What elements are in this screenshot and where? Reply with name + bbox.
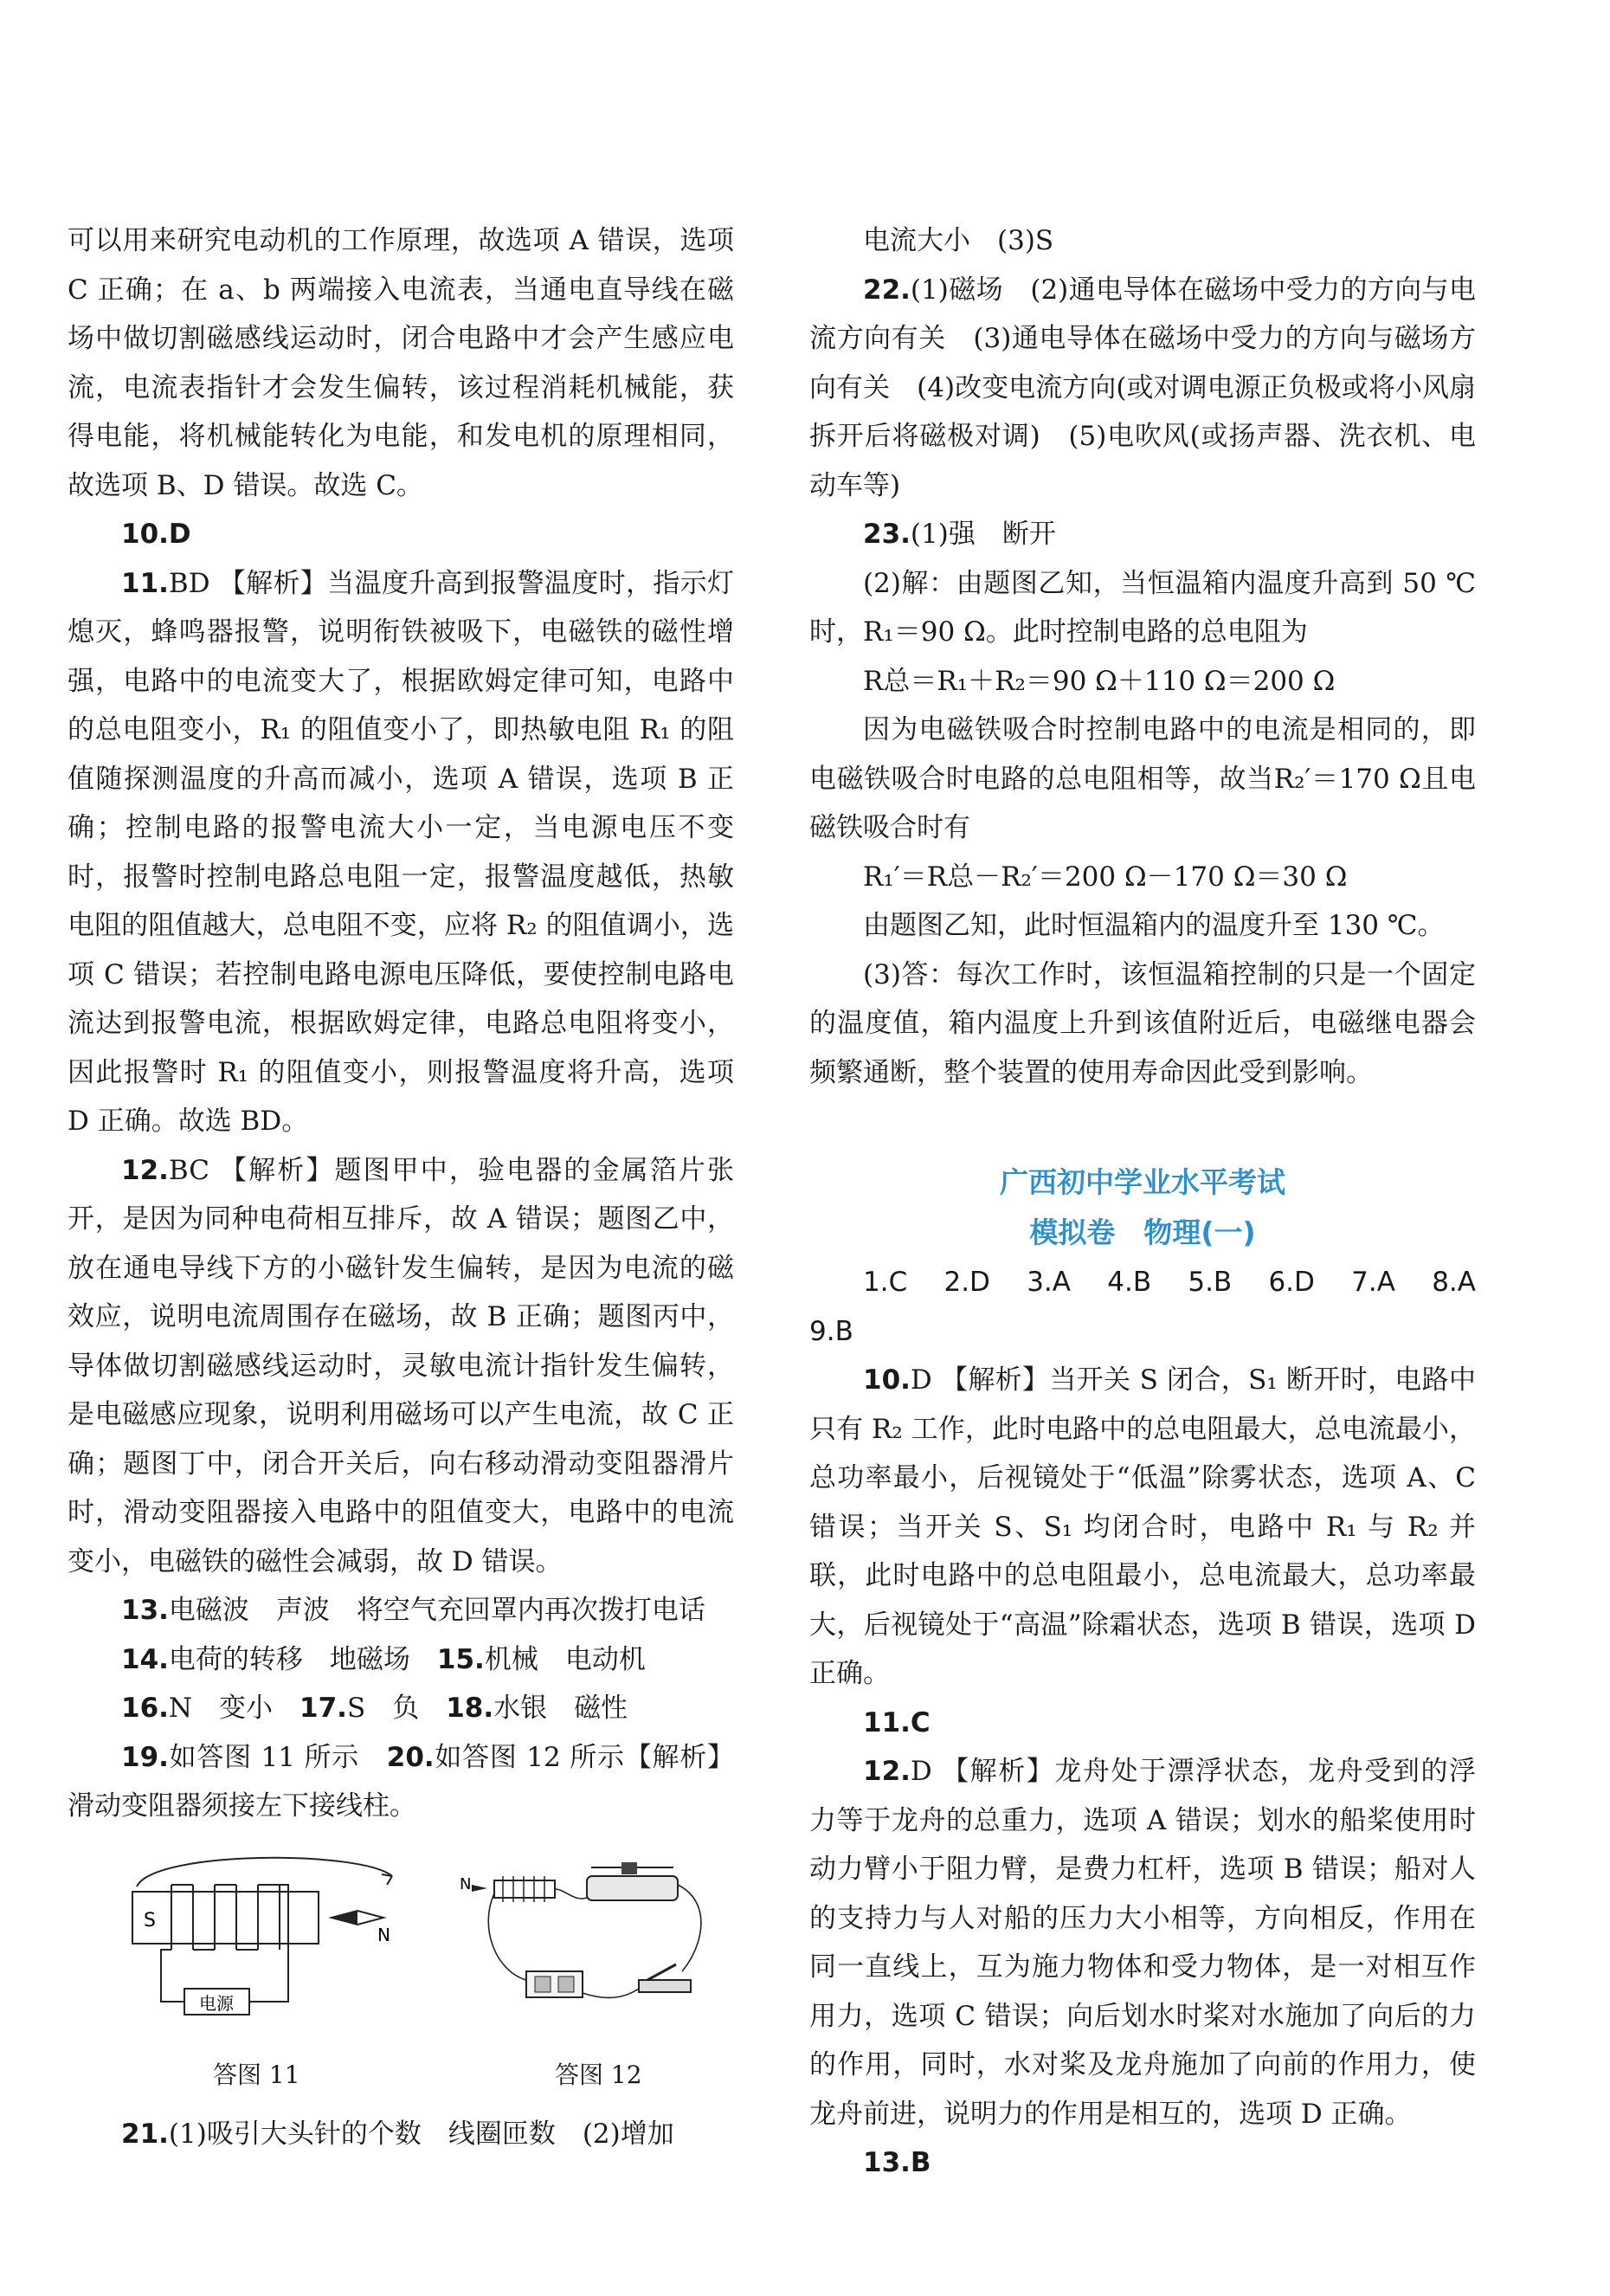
answer-q10 [68, 510, 734, 559]
figure-12-caption: 答图 12 [555, 2060, 642, 2089]
q22-number: 22. [863, 274, 911, 306]
mock-q10-number: 10. [863, 1364, 911, 1396]
q23-solution-step-3: 由题图乙知，此时恒温箱内的温度升至 130 ℃。 [863, 910, 1445, 941]
q13-text: 电磁波 声波 将空气充回罩内再次拨打电话 [168, 1595, 705, 1626]
paragraph-q9-continued: 可以用来研究电动机的工作原理，故选项 A 错误，选项 C 正确；在 a、b 两端接入电流表，当通电直导线在磁场中做切割磁感线运动时，闭合电路中才会产生感应电流，电流表指针才会发生偏转，该过程消耗机械能，获得电能，将机械能转化为电能，和发电机的原理相同，故选项 B、D 错误。故选 C。 [68, 225, 734, 501]
q23-solution-step-2: 因为电磁铁吸合时控制电路中的电流是相同的，即电磁铁吸合时电路的总电阻相等，故当R₂′＝170 Ω且电磁铁吸合时有 [809, 714, 1476, 843]
mock-q13-text: 13.B [863, 2147, 931, 2178]
figure-11-solenoid-diagram [102, 1841, 422, 2049]
q12-number: 12. [121, 1154, 169, 1186]
q17-number: 17. [299, 1693, 347, 1724]
q16-text: N 变小 [168, 1693, 274, 1724]
answer-q14-q15 [68, 1635, 734, 1685]
fig11-s-label: S [144, 1909, 156, 1932]
q19-text: 如答图 11 所示 [168, 1741, 360, 1773]
left-column [68, 216, 734, 2158]
answer-q21 [68, 2110, 734, 2159]
answer-q11 [68, 559, 734, 1146]
answers-q1-q9: 1.C 2.D 3.A 4.B 5.B 6.D 7.A 8.A 9.B [809, 1267, 1503, 1347]
mock-q11-text: 11.C [863, 1706, 931, 1738]
q21-text: (1)吸引大头针的个数 线圈匝数 (2)增加 [168, 2118, 674, 2150]
section-heading-exam: 广西初中学业水平考试 [1000, 1165, 1285, 1199]
answer-q13 [68, 1586, 734, 1635]
section-heading-mock-physics: 模拟卷 物理(一) [1029, 1216, 1256, 1249]
q18-number: 18. [446, 1693, 494, 1724]
answer-q10-text: 10.D [121, 519, 191, 550]
q16-number: 16. [121, 1693, 169, 1724]
mock-q12-number: 12. [863, 1756, 911, 1787]
fig11-n-label: N [377, 1924, 390, 1945]
q15-text: 机械 电动机 [484, 1643, 646, 1675]
section-spacer [809, 1097, 1476, 1158]
q20-text: 如答图 12 所示【解析】滑动变阻器须接左下接线柱。 [68, 1741, 735, 1822]
q23-equation-2: R₁′＝R总－R₂′＝200 Ω－170 Ω＝30 Ω [863, 861, 1348, 893]
figure-row [68, 1841, 734, 2101]
answer-q22 [809, 266, 1476, 511]
figure-11-caption: 答图 11 [213, 2060, 300, 2089]
answer-q21-continued: 电流大小 (3)S [863, 225, 1054, 256]
q23-equation-1: R总＝R₁＋R₂＝90 Ω＋110 Ω＝200 Ω [863, 665, 1336, 697]
q11-number: 11. [121, 567, 169, 599]
fig11-power-label: 电源 [199, 1992, 234, 2014]
figure-12-circuit-diagram [453, 1850, 738, 2049]
q23-text: (1)强 断开 [910, 519, 1056, 550]
q15-number: 15. [436, 1643, 485, 1675]
mock-q10-text: D 【解析】当开关 S 闭合，S₁ 断开时，电路中只有 R₂ 工作，此时电路中的总电阻最大，总电流最小，总功率最小，后视镜处于“低温”除雾状态，选项 A、C 错误；当开关 S、S₁ 均闭合时，电路中 R₁ 与 R₂ 并联，此时电路中的总电阻最小，总电流最大，总功率最大，后视镜处于“高温”除霜状态，选项 B 错误，选项 D 正确。 [809, 1364, 1476, 1689]
q19-number: 19. [121, 1741, 169, 1773]
q13-number: 13. [121, 1595, 169, 1626]
answer-q19-q20 [68, 1733, 734, 1831]
q14-text: 电荷的转移 地磁场 [168, 1643, 410, 1675]
q21-number: 21. [121, 2118, 169, 2150]
q17-text: S 负 [346, 1693, 420, 1724]
q11-text: BD 【解析】当温度升高到报警温度时，指示灯熄灭，蜂鸣器报警，说明衔铁被吸下，电磁铁的磁性增强，电路中的电流变大了，根据欧姆定律可知，电路中的总电阻变小，R₁ 的阻值变小了，即热敏电阻 R₁ 的阻值随探测温度的升高而减小，选项 A 错误，选项 B 正确；控制电路的报警电流大小一定，当电源电压不变时，报警时控制电路总电阻一定，报警温度越低，热敏电阻的阻值越大，总电阻不变，应将 R₂ 的阻值调小，选项 C 错误；若控制电路电源电压降低，要使控制电路电流达到报警电流，根据欧姆定律，电路总电阻将变小，因此报警时 R₁ 的阻值变小，则报警温度将升高，选项 D 正确。故选 BD。 [68, 567, 734, 1137]
answer-q23 [809, 510, 1476, 559]
mock-answer-q11 [809, 1699, 1476, 1748]
q23-number: 23. [863, 519, 911, 550]
mock-q12-text: D 【解析】龙舟处于漂浮状态，龙舟受到的浮力等于龙舟的总重力，选项 A 错误；划水的船桨使用时动力臂小于阻力臂，是费力杠杆，选项 B 错误；船对人的支持力与人对船的压力大小相等，方向相反，作用在同一直线上，互为施力物体和受力物体，是一对相互作用力，选项 C 错误；向后划水时桨对水施加了向后的力的作用，同时，水对桨及龙舟施加了向前的作用力，使龙舟前进，说明力的作用是相互的，选项 D 正确。 [809, 1756, 1476, 2130]
q14-number: 14. [121, 1643, 169, 1675]
answer-q16-q18 [68, 1684, 734, 1733]
q22-text: (1)磁场 (2)通电导体在磁场中受力的方向与电流方向有关 (3)通电导体在磁场中受力的方向与磁场方向有关 (4)改变电流方向(或对调电源正负极或将小风扇拆开后将磁极对调) (5)电吹风(或扬声器、洗衣机、电动车等) [809, 274, 1476, 501]
mock-answer-q13 [809, 2138, 1476, 2188]
q23-answer-part-3: (3)答：每次工作时，该恒温箱控制的只是一个固定的温度值，箱内温度上升到该值附近后，电磁继电器会频繁通断，整个装置的使用寿命因此受到影响。 [809, 958, 1476, 1088]
answer-q12 [68, 1146, 734, 1587]
mock-answer-q12 [809, 1747, 1476, 2138]
fig12-n-label: N [460, 1874, 472, 1893]
q20-number: 20. [386, 1741, 435, 1773]
q12-text: BC 【解析】题图甲中，验电器的金属箔片张开，是因为同种电荷相互排斥，故 A 错误；题图乙中，放在通电导线下方的小磁针发生偏转，是因为电流的磁效应，说明电流周围存在磁场，故 B 正确；题图丙中，导体做切割磁感线运动时，灵敏电流计指针发生偏转，是电磁感应现象，说明利用磁场可以产生电流，故 C 正确；题图丁中，闭合开关后，向右移动滑动变阻器滑片时，滑动变阻器接入电路中的阻值变大，电路中的电流变小，电磁铁的磁性会减弱，故 D 错误。 [68, 1154, 734, 1577]
right-column [809, 216, 1503, 2188]
q23-solution-step-1: (2)解：由题图乙知，当恒温箱内温度升高到 50 ℃时，R₁＝90 Ω。此时控制电路的总电阻为 [809, 567, 1476, 648]
q18-text: 水银 磁性 [493, 1693, 628, 1724]
mock-answer-q10 [809, 1356, 1476, 1699]
